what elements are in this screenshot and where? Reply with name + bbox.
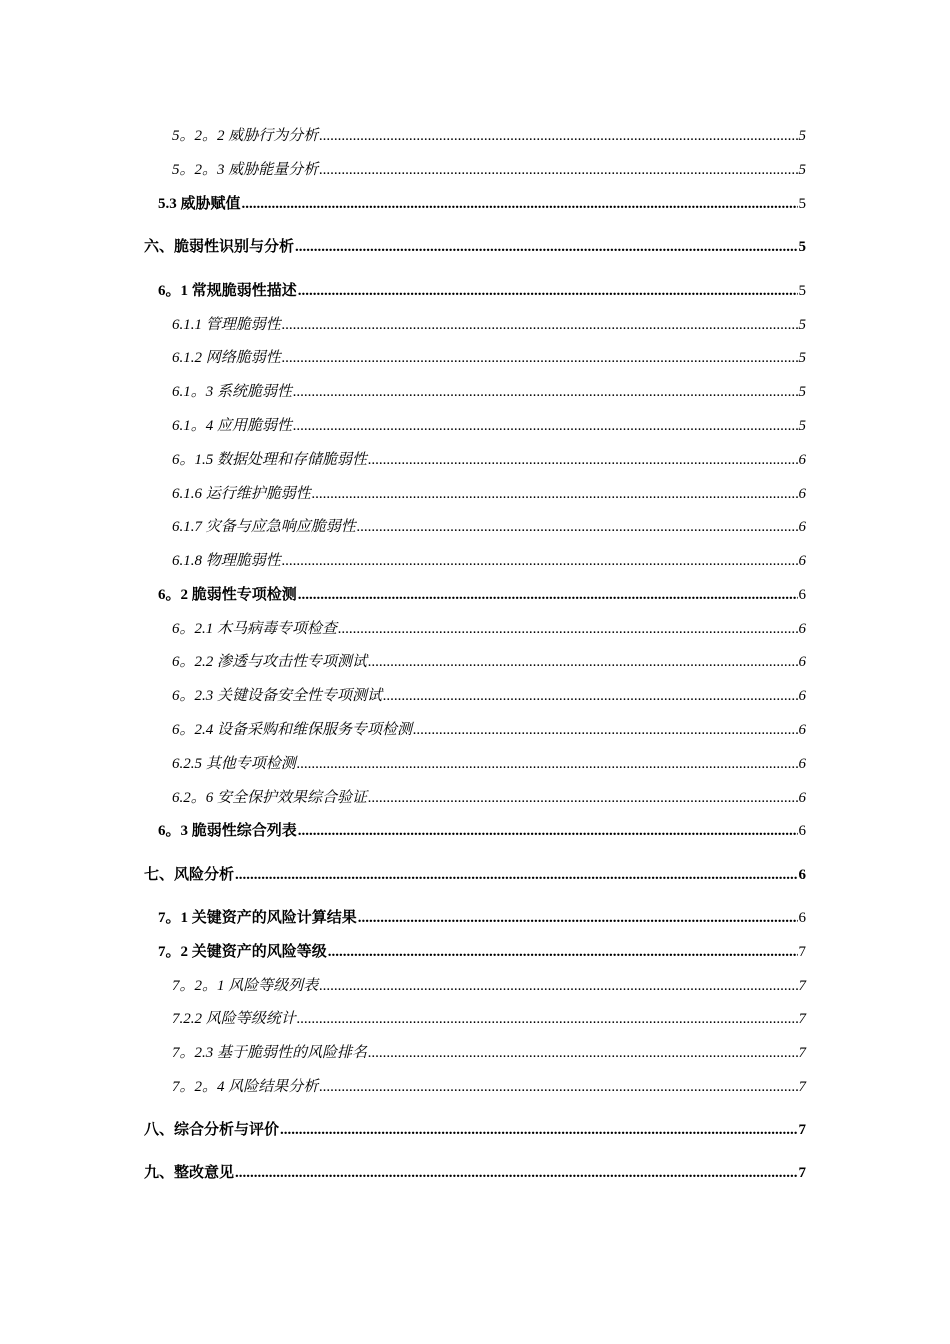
toc-dot-leader <box>235 864 797 886</box>
toc-entry-page: 7 <box>798 1045 806 1061</box>
toc-entry-page: 5 <box>798 350 806 366</box>
toc-dot-leader <box>235 1162 797 1184</box>
toc-dot-leader <box>282 314 798 336</box>
toc-entry-page: 6 <box>798 553 806 569</box>
toc-entry-title: 6。2.4 设备采购和维保服务专项检测 <box>172 722 413 738</box>
toc-dot-leader <box>293 381 797 403</box>
toc-entry[interactable] <box>172 1008 806 1030</box>
toc-entry-title: 6.2。6 安全保护效果综合验证 <box>172 790 368 806</box>
toc-entry-title: 5。2。2 威胁行为分析 <box>172 128 319 144</box>
toc-dot-leader <box>242 193 798 215</box>
toc-entry[interactable] <box>158 941 806 963</box>
toc-dot-leader <box>358 907 798 929</box>
toc-dot-leader <box>328 941 798 963</box>
toc-entry-page: 5 <box>798 317 806 333</box>
toc-entry-page: 6 <box>798 867 806 883</box>
toc-entry[interactable] <box>172 449 806 471</box>
toc-dot-leader <box>312 483 798 505</box>
toc-entry[interactable] <box>172 381 806 403</box>
toc-entry-title: 九、整改意见 <box>144 1165 235 1181</box>
toc-entry-page: 6 <box>798 587 806 603</box>
toc-entry-title: 6。2.1 木马病毒专项检查 <box>172 621 338 637</box>
toc-entry-title: 6.1.6 运行维护脆弱性 <box>172 486 311 502</box>
toc-entry[interactable] <box>172 975 806 997</box>
toc-dot-leader <box>368 1042 797 1064</box>
toc-entry-page: 5 <box>798 418 806 434</box>
toc-entry-title: 6.1。4 应用脆弱性 <box>172 418 293 434</box>
toc-entry-page: 6 <box>798 722 806 738</box>
toc-dot-leader <box>319 125 797 147</box>
toc-entry-title: 7。2 关键资产的风险等级 <box>158 944 327 960</box>
toc-entry-title: 6.1。3 系统脆弱性 <box>172 384 293 400</box>
toc-dot-leader <box>357 516 798 538</box>
toc-entry-page: 6 <box>798 486 806 502</box>
toc-entry-page: 7 <box>798 1079 806 1095</box>
toc-dot-leader <box>319 1076 797 1098</box>
toc-entry-page: 7 <box>798 1011 806 1027</box>
toc-entry[interactable] <box>144 864 806 886</box>
toc-entry[interactable] <box>158 193 806 215</box>
toc-entry[interactable] <box>158 280 806 302</box>
toc-entry-title: 7。2.3 基于脆弱性的风险排名 <box>172 1045 368 1061</box>
toc-entry[interactable] <box>144 1119 806 1141</box>
toc-entry[interactable] <box>158 907 806 929</box>
toc-entry-title: 7。1 关键资产的风险计算结果 <box>158 910 357 926</box>
toc-entry-title: 6.1.2 网络脆弱性 <box>172 350 281 366</box>
toc-entry[interactable] <box>172 159 806 181</box>
toc-entry[interactable] <box>172 685 806 707</box>
toc-dot-leader <box>338 618 797 640</box>
toc-entry-title: 6。1 常规脆弱性描述 <box>158 283 297 299</box>
toc-entry-title: 5.3 威胁赋值 <box>158 196 241 212</box>
toc-entry-page: 6 <box>798 519 806 535</box>
toc-entry[interactable] <box>158 584 806 606</box>
toc-dot-leader <box>383 685 797 707</box>
toc-entry[interactable] <box>158 820 806 842</box>
toc-entry[interactable] <box>172 1042 806 1064</box>
toc-entry-page: 5 <box>798 128 806 144</box>
toc-entry-page: 5 <box>798 196 806 212</box>
toc-entry-title: 6.1.7 灾备与应急响应脆弱性 <box>172 519 356 535</box>
toc-dot-leader <box>319 975 797 997</box>
toc-entry[interactable] <box>172 787 806 809</box>
toc-entry-title: 七、风险分析 <box>144 867 235 883</box>
toc-entry-page: 7 <box>798 978 806 994</box>
toc-dot-leader <box>319 159 797 181</box>
toc-dot-leader <box>280 1119 797 1141</box>
toc-entry-page: 6 <box>798 823 806 839</box>
toc-entry-title: 6.1.8 物理脆弱性 <box>172 553 281 569</box>
toc-entry[interactable] <box>172 125 806 147</box>
toc-entry-page: 7 <box>798 1165 806 1181</box>
toc-entry-title: 6。2 脆弱性专项检测 <box>158 587 297 603</box>
toc-entry-title: 7.2.2 风险等级统计 <box>172 1011 296 1027</box>
toc-dot-leader <box>298 584 798 606</box>
toc-entry-page: 7 <box>798 1122 806 1138</box>
toc-entry[interactable] <box>172 483 806 505</box>
toc-entry-title: 7。2。1 风险等级列表 <box>172 978 319 994</box>
toc-entry-page: 6 <box>798 910 806 926</box>
toc-entry-page: 6 <box>798 452 806 468</box>
toc-entry-title: 6。2.2 渗透与攻击性专项测试 <box>172 654 368 670</box>
toc-entry-title: 6.1.1 管理脆弱性 <box>172 317 281 333</box>
toc-entry[interactable] <box>172 550 806 572</box>
toc-entry[interactable] <box>172 1076 806 1098</box>
toc-entry[interactable] <box>144 236 806 258</box>
toc-dot-leader <box>298 280 798 302</box>
toc-dot-leader <box>282 347 798 369</box>
toc-entry-page: 7 <box>798 944 806 960</box>
toc-entry-title: 7。2。4 风险结果分析 <box>172 1079 319 1095</box>
toc-dot-leader <box>297 753 798 775</box>
toc-entry-page: 5 <box>798 162 806 178</box>
toc-dot-leader <box>368 449 797 471</box>
toc-entry-page: 6 <box>798 688 806 704</box>
toc-entry-title: 5。2。3 威胁能量分析 <box>172 162 319 178</box>
toc-dot-leader <box>368 651 797 673</box>
toc-entry-title: 六、脆弱性识别与分析 <box>144 239 295 255</box>
toc-dot-leader <box>282 550 798 572</box>
toc-dot-leader <box>413 719 797 741</box>
toc-entry[interactable] <box>172 753 806 775</box>
toc-entry-page: 5 <box>798 384 806 400</box>
toc-entry-title: 6。2.3 关键设备安全性专项测试 <box>172 688 383 704</box>
toc-entry-title: 6.2.5 其他专项检测 <box>172 756 296 772</box>
toc-dot-leader <box>295 236 797 258</box>
toc-entry[interactable] <box>172 719 806 741</box>
toc-entry-title: 6。3 脆弱性综合列表 <box>158 823 297 839</box>
toc-entry[interactable] <box>172 618 806 640</box>
toc-entry-page: 6 <box>798 790 806 806</box>
toc-entry-page: 5 <box>798 283 806 299</box>
toc-dot-leader <box>297 1008 798 1030</box>
toc-entry[interactable] <box>144 1162 806 1184</box>
toc-entry-page: 6 <box>798 654 806 670</box>
toc-entry[interactable] <box>172 314 806 336</box>
toc-entry-title: 6。1.5 数据处理和存储脆弱性 <box>172 452 368 468</box>
toc-entry-page: 5 <box>798 239 806 255</box>
toc-dot-leader <box>298 820 798 842</box>
toc-entry[interactable] <box>172 651 806 673</box>
toc-entry-page: 6 <box>798 621 806 637</box>
toc-entry[interactable] <box>172 516 806 538</box>
toc-entry-title: 八、综合分析与评价 <box>144 1122 280 1138</box>
toc-entry-page: 6 <box>798 756 806 772</box>
toc-dot-leader <box>368 787 797 809</box>
toc-dot-leader <box>293 415 797 437</box>
toc-entry[interactable] <box>172 415 806 437</box>
toc-entry[interactable] <box>172 347 806 369</box>
